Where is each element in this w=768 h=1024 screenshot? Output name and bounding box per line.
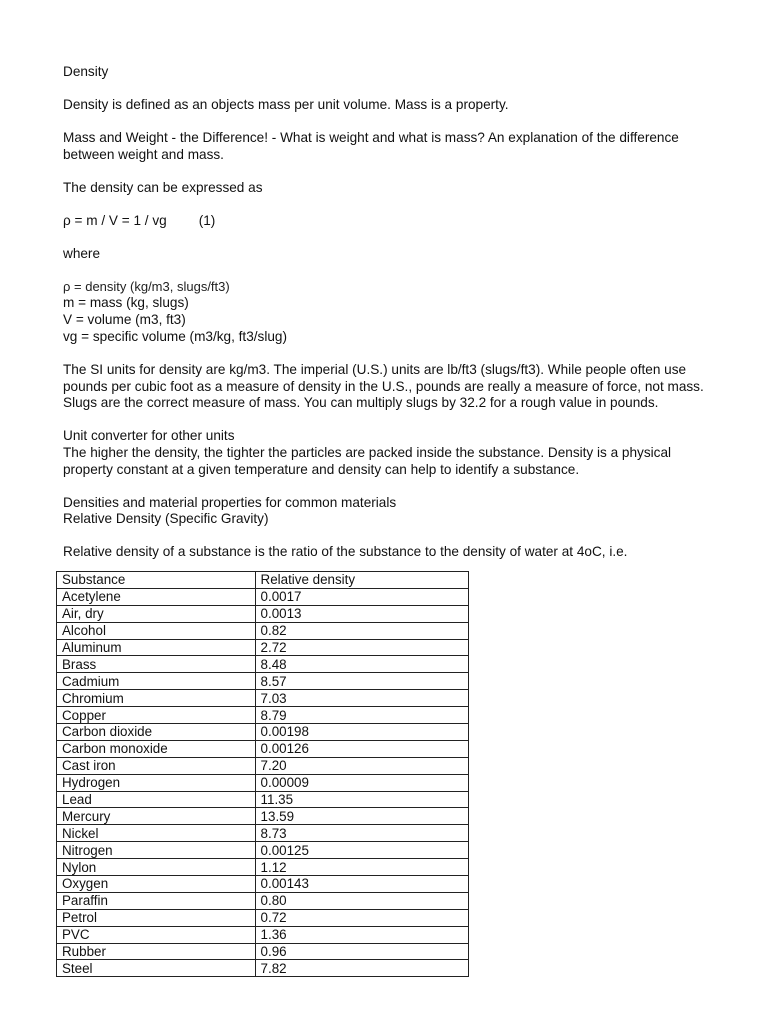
cell-relative-density: 1.12 [255, 859, 468, 876]
cell-relative-density: 0.0013 [255, 605, 468, 622]
cell-substance: Nickel [57, 825, 256, 842]
table-row [57, 876, 469, 893]
table-row [57, 825, 469, 842]
cell-relative-density: 8.73 [255, 825, 468, 842]
cell-substance: Paraffin [57, 892, 256, 909]
cell-substance: Alcohol [57, 622, 256, 639]
header-relative-density: Relative density [255, 572, 468, 589]
relative-density-heading: Relative Density (Specific Gravity) [63, 511, 269, 527]
cell-relative-density: 7.03 [255, 690, 468, 707]
definition-m: m = mass (kg, slugs) [63, 295, 189, 311]
cell-relative-density: 8.57 [255, 673, 468, 690]
cell-relative-density: 0.00198 [255, 724, 468, 741]
density-formula [63, 213, 723, 230]
cell-relative-density: 0.00143 [255, 876, 468, 893]
mass-weight-line-1: Mass and Weight - the Difference! - What is weight and what is mass? An explanation of the difference [63, 130, 679, 145]
table-row [57, 639, 469, 656]
table-row [57, 892, 469, 909]
cell-substance: Nitrogen [57, 842, 256, 859]
cell-relative-density: 0.80 [255, 892, 468, 909]
definition-vg: vg = specific volume (m3/kg, ft3/slug) [63, 328, 288, 344]
table-row [57, 605, 469, 622]
table-row [57, 842, 469, 859]
unit-converter-link[interactable]: Unit converter for other units [63, 428, 235, 444]
cell-relative-density: 0.82 [255, 622, 468, 639]
table-row [57, 588, 469, 605]
cell-relative-density: 1.36 [255, 926, 468, 943]
cell-substance: Acetylene [57, 588, 256, 605]
header-substance: Substance [57, 572, 256, 589]
table-row [57, 673, 469, 690]
cell-substance: Cast iron [57, 757, 256, 774]
mass-weight-line-2: between weight and mass. [63, 146, 224, 162]
table-row [57, 740, 469, 757]
table-row [57, 791, 469, 808]
document-body [63, 64, 723, 561]
cell-relative-density: 11.35 [255, 791, 468, 808]
si-units-line-1: The SI units for density are kg/m3. The imperial (U.S.) units are lb/ft3 (slugs/ft3). While people often use [63, 361, 687, 377]
densities-materials-link[interactable]: Densities and material properties for common materials [63, 494, 397, 510]
table-row [57, 808, 469, 825]
table-row [57, 724, 469, 741]
table-row [57, 774, 469, 791]
table-row [57, 707, 469, 724]
table-row [57, 690, 469, 707]
expressed-paragraph: The density can be expressed as [63, 179, 263, 195]
page-title: Density [63, 64, 109, 79]
definition-v: V = volume (m3, ft3) [63, 312, 186, 328]
cell-relative-density: 0.72 [255, 909, 468, 926]
cell-substance: PVC [57, 926, 256, 943]
cell-substance: Air, dry [57, 605, 256, 622]
cell-substance: Hydrogen [57, 774, 256, 791]
table-row [57, 909, 469, 926]
formula-expression: ρ = m / V = 1 / vg [63, 212, 167, 228]
table-row [57, 757, 469, 774]
cell-substance: Cadmium [57, 673, 256, 690]
table-row [57, 926, 469, 943]
where-label: where [63, 245, 101, 261]
cell-substance: Rubber [57, 943, 256, 960]
definition-paragraph: Density is defined as an objects mass per unit volume. Mass is a property. [63, 97, 509, 112]
table-body [57, 588, 469, 976]
table-row [57, 859, 469, 876]
si-units-line-3: Slugs are the correct measure of mass. You can multiply slugs by 32.2 for a rough value in pounds. [63, 395, 659, 411]
higher-density-line-2: property constant at a given temperature and density can help to identify a substance. [63, 461, 580, 477]
cell-relative-density: 0.00126 [255, 740, 468, 757]
cell-substance: Nylon [57, 859, 256, 876]
si-units-line-2: pounds per cubic foot as a measure of density in the U.S., pounds are really a measure of force, not mass. [63, 378, 704, 394]
higher-density-line-1: The higher the density, the tighter the particles are packed inside the substance. Density is a physical [63, 444, 672, 460]
cell-relative-density: 8.79 [255, 707, 468, 724]
cell-substance: Lead [57, 791, 256, 808]
relative-density-definition: Relative density of a substance is the ratio of the substance to the density of water at 4oC, i.e. [63, 544, 628, 560]
cell-relative-density: 0.96 [255, 943, 468, 960]
cell-substance: Steel [57, 960, 256, 977]
cell-substance: Aluminum [57, 639, 256, 656]
table-row [57, 622, 469, 639]
table-header-row [57, 572, 469, 589]
cell-relative-density: 2.72 [255, 639, 468, 656]
cell-relative-density: 0.00125 [255, 842, 468, 859]
cell-substance: Oxygen [57, 876, 256, 893]
cell-relative-density: 8.48 [255, 656, 468, 673]
table-row [57, 960, 469, 977]
relative-density-table [56, 571, 469, 977]
table-row [57, 943, 469, 960]
cell-substance: Mercury [57, 808, 256, 825]
cell-substance: Brass [57, 656, 256, 673]
formula-number: (1) [198, 212, 216, 228]
cell-substance: Chromium [57, 690, 256, 707]
cell-relative-density: 13.59 [255, 808, 468, 825]
cell-substance: Carbon monoxide [57, 740, 256, 757]
cell-relative-density: 7.20 [255, 757, 468, 774]
cell-substance: Petrol [57, 909, 256, 926]
cell-substance: Carbon dioxide [57, 724, 256, 741]
cell-relative-density: 7.82 [255, 960, 468, 977]
definition-rho: ρ = density (kg/m3, slugs/ft3) [63, 278, 230, 294]
cell-relative-density: 0.00009 [255, 774, 468, 791]
table-row [57, 656, 469, 673]
cell-substance: Copper [57, 707, 256, 724]
cell-relative-density: 0.0017 [255, 588, 468, 605]
